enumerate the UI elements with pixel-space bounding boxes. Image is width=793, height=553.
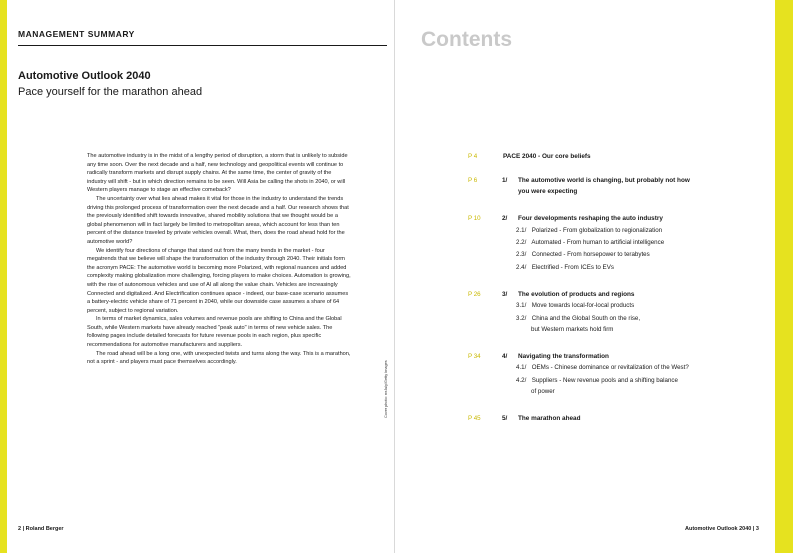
toc-title: PACE 2040 - Our core beliefs: [503, 153, 591, 160]
toc-subentry[interactable]: [516, 363, 756, 374]
toc-sub-number: 2.4/: [516, 264, 527, 271]
toc-page-number: P 45: [468, 415, 481, 422]
toc-sub-text: Move towards local-for-local products: [531, 302, 635, 309]
summary-paragraph-1: The automotive industry is in the midst of a lengthy period of disruption, a storm that is unlikely to subside any time soon. Over the next decade and a half, new technology and geopolitical events will continue to radically transform markets and disrupt supply chains. At the same time, the center of gravity of the industry will shift - but in which direction remains to be seen. Will Asia be calling the shots in 2040, or will Western players manage to stage an effective comeback?: [87, 153, 348, 194]
toc-sub-number: 2.1/: [516, 227, 527, 234]
table-of-contents: [394, 0, 775, 553]
toc-sub-number: 4.2/: [516, 377, 527, 384]
section-label: MANAGEMENT SUMMARY: [18, 29, 135, 39]
summary-paragraph-3: We identify four directions of change that stand out from the many trends in the market - four megatrends that we believe will shape the transformation of the industry through 2040. Their initials form the acronym PACE: The automotive world is becoming more Polarized, with regional nuances and added complexity making globalization more challenging, forcing players to make choices. Automation is growing, with the rise of autonomous vehicles and use of AI all along the value chain. Vehicles are increasingly Connected and digitalized. And Electrification continues apace - indeed, our base-case scenario assumes a battery-electric vehicle share of 71 percent in 2040, while our downside case assumes a share of 64 percent, subject to regional variation.: [87, 247, 351, 314]
toc-page-number: P 4: [468, 153, 478, 160]
summary-body: [87, 152, 352, 367]
toc-title: Four developments reshaping the auto industry: [518, 215, 663, 222]
contents-title: Contents: [421, 28, 512, 51]
summary-paragraph-5: The road ahead will be a long one, with unexpected twists and turns along the way. This is a marathon, not a sprint - and players must pace themselves accordingly.: [87, 350, 351, 366]
toc-sub-text: Suppliers - New revenue pools and a shifting balance: [531, 377, 678, 384]
toc-sub-number: 2.2/: [516, 239, 527, 246]
toc-sub-text: Polarized - From globalization to regionalization: [531, 227, 663, 234]
footer-right: Automotive Outlook 2040 | 3: [685, 526, 759, 532]
summary-paragraph-4: In terms of market dynamics, sales volumes and revenue pools are shifting to China and the Global South, while Western markets have already reached "peak auto" in terms of new vehicle sales. The following pages include detailed forecasts for future revenue pools in each region, plus specific recommendations for automotive manufacturers and suppliers.: [87, 316, 342, 349]
toc-number: 3/: [502, 291, 508, 298]
toc-sub-text: China and the Global South on the rise,: [531, 315, 641, 322]
toc-sub-number: 2.3/: [516, 251, 527, 258]
toc-page-number: P 34: [468, 353, 481, 360]
toc-sub-number: 3.1/: [516, 302, 527, 309]
document-title: Automotive Outlook 2040: [18, 70, 151, 82]
image-credit: Cover photo: mrJuly/Getty Images: [384, 360, 388, 418]
toc-number: 2/: [502, 215, 508, 222]
toc-subentry[interactable]: [516, 226, 756, 237]
toc-subentry[interactable]: [516, 301, 756, 312]
toc-subentry[interactable]: [516, 376, 756, 397]
toc-sub-text: Connected - From horsepower to terabytes: [531, 251, 650, 258]
toc-sub-number: 4.1/: [516, 364, 527, 371]
toc-sub-text: OEMs - Chinese dominance or revitalization of the West?: [531, 364, 689, 371]
toc-subentry[interactable]: [516, 238, 756, 249]
right-page-content: [394, 0, 775, 553]
summary-paragraph-2: The uncertainty over what lies ahead makes it vital for those in the industry to understand the trends driving this prolonged process of transformation over the next decade and a half. Our research shows that the previously identified shift towards innovative, shared mobility solutions that we thought would be a global phenomenon will in fact largely be limited to metropolitan areas, which account for less than ten percent of the distance traveled by private vehicles overall. What, then, does the road ahead hold for the automotive world?: [87, 195, 349, 245]
toc-sub-text-continued: of power: [531, 387, 555, 395]
header-rule: [18, 45, 387, 46]
toc-number: 5/: [502, 415, 508, 422]
toc-title: Navigating the transformation: [518, 353, 609, 360]
toc-page-number: P 26: [468, 291, 481, 298]
toc-sub-text-continued: but Western markets hold firm: [531, 325, 614, 333]
toc-sub-number: 3.2/: [516, 315, 527, 322]
toc-title: The automotive world is changing, but probably not how you were expecting: [518, 177, 690, 195]
toc-sub-text: Automated - From human to artificial intelligence: [531, 239, 665, 246]
toc-page-number: P 6: [468, 177, 478, 184]
toc-subentry[interactable]: [516, 250, 756, 261]
toc-subentry[interactable]: [516, 263, 756, 274]
toc-title: The marathon ahead: [518, 415, 581, 422]
document-subtitle: Pace yourself for the marathon ahead: [18, 86, 203, 98]
footer-left: 2 | Roland Berger: [18, 526, 64, 532]
toc-number: 1/: [502, 177, 508, 184]
toc-number: 4/: [502, 353, 508, 360]
toc-subentry[interactable]: [516, 314, 756, 335]
toc-title: The evolution of products and regions: [518, 291, 635, 298]
toc-sub-text: Electrified - From ICEs to EVs: [531, 264, 614, 271]
toc-page-number: P 10: [468, 215, 481, 222]
